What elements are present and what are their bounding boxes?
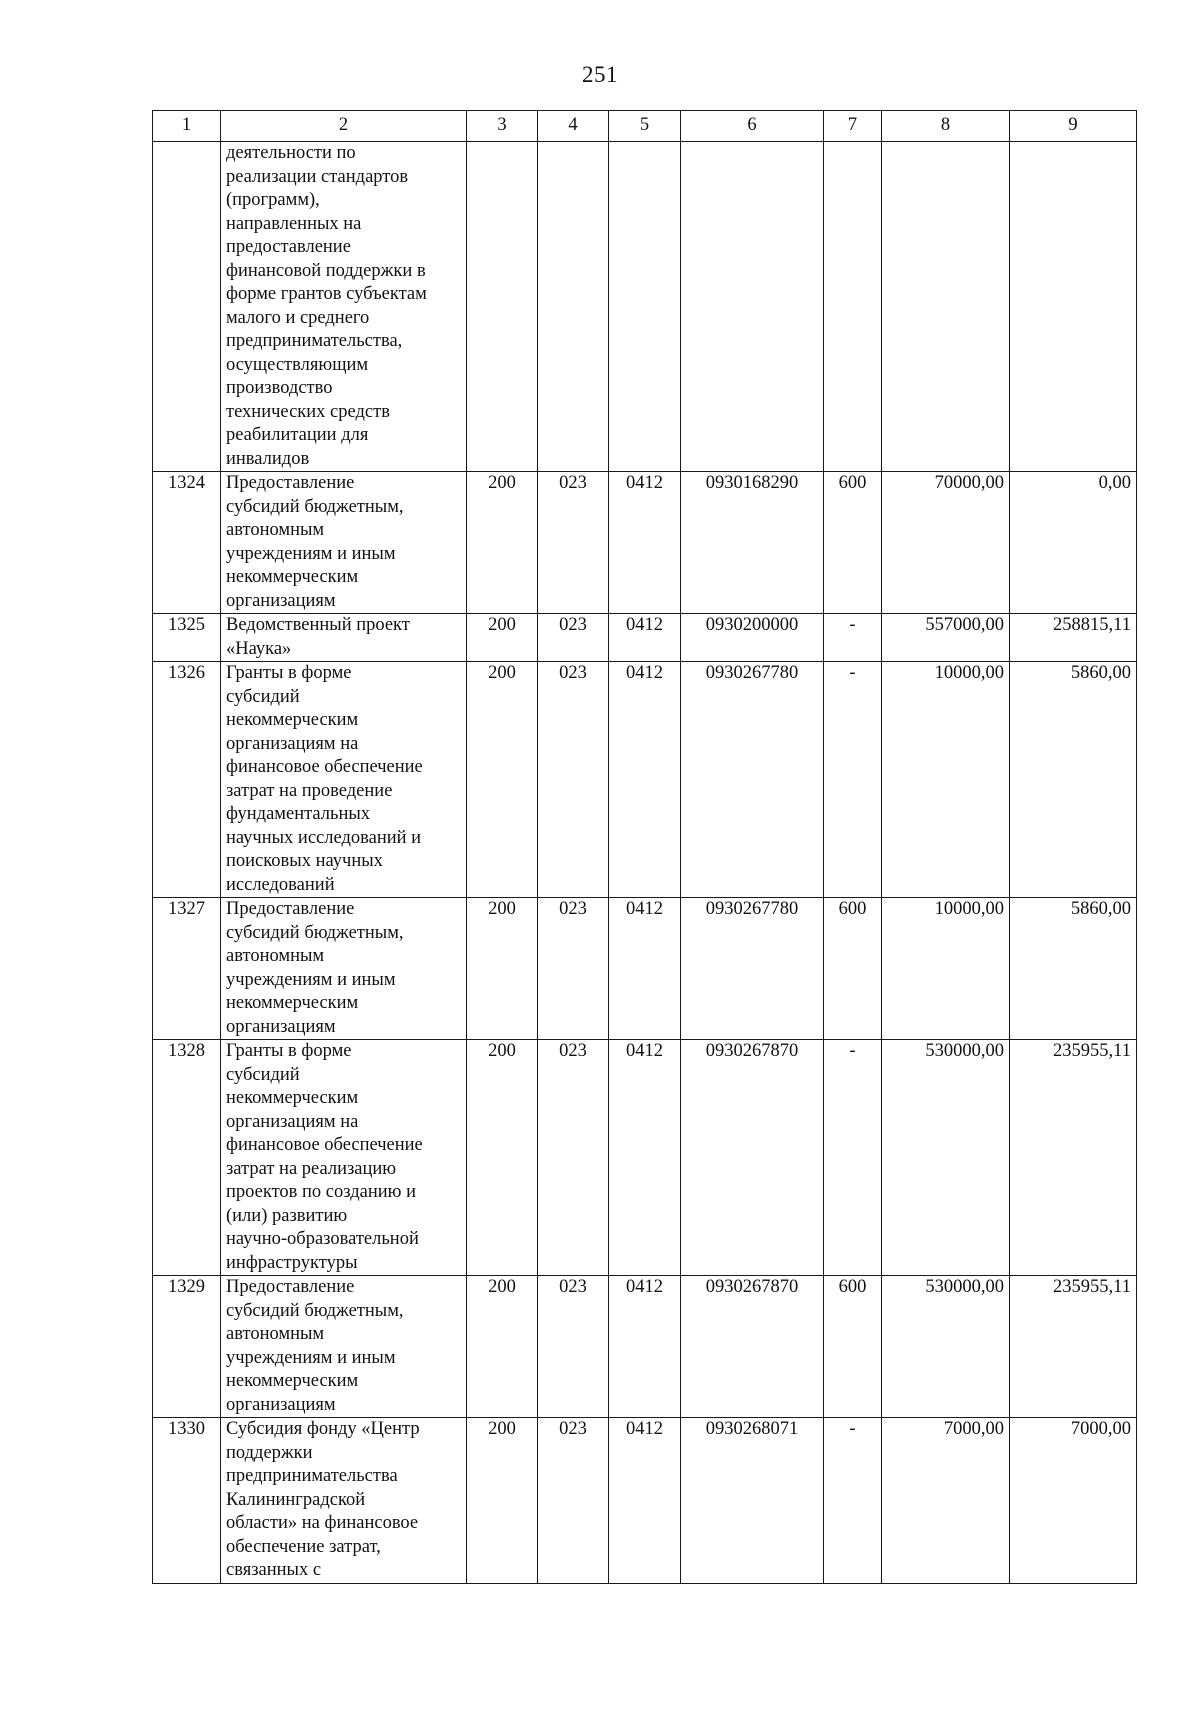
cell-col5: 0412	[609, 662, 681, 898]
name-text-line: организациям	[226, 590, 336, 611]
name-text-line: осуществляющим	[226, 354, 369, 375]
name-text-line: Калининградской	[226, 1489, 366, 1510]
name-text-line: организациям на	[226, 733, 359, 754]
name-text-line: некоммерческим	[226, 1371, 359, 1391]
cell-col5	[609, 142, 681, 472]
cell-name	[221, 472, 467, 614]
name-text-line: учреждениям и иным	[226, 969, 396, 990]
name-text-line: форме грантов субъектам	[226, 284, 427, 304]
cell-col4: 023	[538, 1040, 609, 1276]
table-row	[153, 472, 1137, 614]
name-text-line: связанных с	[226, 1560, 322, 1580]
cell-expense-type: -	[824, 1040, 882, 1276]
cell-expense-type	[824, 142, 882, 472]
name-text-line: предпринимательства,	[226, 331, 403, 351]
table-row	[153, 662, 1137, 898]
page-number: 251	[582, 62, 618, 87]
cell-col5: 0412	[609, 472, 681, 614]
table-row	[153, 142, 1137, 472]
name-text-line: области» на финансовое	[226, 1513, 419, 1533]
column-header: 4	[538, 111, 609, 142]
name-text-line: проектов по созданию и	[226, 1182, 417, 1202]
name-text-line: Гранты в форме	[226, 1041, 352, 1061]
cell-target-article: 0930200000	[681, 614, 824, 662]
column-header: 7	[824, 111, 882, 142]
cell-col4: 023	[538, 614, 609, 662]
cell-col3: 200	[467, 472, 538, 614]
name-text-line: научных исследований и	[226, 827, 422, 848]
cell-name	[221, 898, 467, 1040]
cell-col9-amount	[1010, 142, 1137, 472]
name-text-line: малого и среднего	[226, 307, 370, 328]
cell-col3: 200	[467, 1276, 538, 1418]
cell-col5: 0412	[609, 1418, 681, 1584]
name-text-line: субсидий	[226, 1064, 300, 1085]
name-text-line: предоставление	[226, 237, 351, 257]
cell-col8-amount: 530000,00	[882, 1040, 1010, 1276]
name-text-line: субсидий	[226, 686, 300, 707]
cell-col5: 0412	[609, 1276, 681, 1418]
table-body	[153, 142, 1137, 1584]
name-text-line: технических средств	[226, 401, 390, 422]
cell-row-number: 1326	[153, 662, 221, 898]
cell-col9-amount: 7000,00	[1010, 1418, 1137, 1584]
cell-col4: 023	[538, 898, 609, 1040]
budget-table	[152, 110, 1137, 1584]
cell-target-article: 0930267870	[681, 1276, 824, 1418]
name-text-line: организациям	[226, 1016, 336, 1037]
column-header: 3	[467, 111, 538, 142]
name-text-line: научно-образовательной	[226, 1229, 419, 1249]
column-header: 6	[681, 111, 824, 142]
name-text-line: (программ),	[226, 190, 320, 210]
name-text-line: обеспечение затрат,	[226, 1536, 381, 1557]
name-text-line: затрат на проведение	[226, 780, 393, 801]
cell-target-article: 0930267870	[681, 1040, 824, 1276]
cell-col4: 023	[538, 1418, 609, 1584]
name-text-line: учреждениям и иным	[226, 1347, 396, 1368]
name-text-line: Гранты в форме	[226, 663, 352, 683]
cell-col9-amount: 258815,11	[1010, 614, 1137, 662]
cell-row-number: 1329	[153, 1276, 221, 1418]
name-text-line: субсидий бюджетным,	[226, 1300, 404, 1321]
cell-row-number: 1325	[153, 614, 221, 662]
cell-col9-amount: 5860,00	[1010, 898, 1137, 1040]
name-text-line: исследований	[226, 874, 335, 895]
name-text-line: реабилитации для	[226, 425, 369, 445]
cell-expense-type: 600	[824, 472, 882, 614]
cell-name	[221, 1276, 467, 1418]
cell-target-article: 0930267780	[681, 898, 824, 1040]
cell-expense-type: -	[824, 1418, 882, 1584]
cell-expense-type: 600	[824, 1276, 882, 1418]
cell-col8-amount: 530000,00	[882, 1276, 1010, 1418]
table-row	[153, 1276, 1137, 1418]
name-text-line: некоммерческим	[226, 993, 359, 1013]
name-text-line: финансовой поддержки в	[226, 260, 426, 281]
cell-col8-amount: 10000,00	[882, 898, 1010, 1040]
column-header: 8	[882, 111, 1010, 142]
cell-name	[221, 662, 467, 898]
name-text-line: инвалидов	[226, 448, 310, 469]
name-text-line: субсидий бюджетным,	[226, 922, 404, 943]
cell-expense-type: -	[824, 662, 882, 898]
cell-col3: 200	[467, 662, 538, 898]
cell-col3: 200	[467, 1418, 538, 1584]
cell-col4	[538, 142, 609, 472]
cell-col9-amount: 0,00	[1010, 472, 1137, 614]
name-text-line: направленных на	[226, 213, 362, 234]
cell-col8-amount: 10000,00	[882, 662, 1010, 898]
cell-col8-amount: 557000,00	[882, 614, 1010, 662]
name-text-line: некоммерческим	[226, 710, 359, 730]
cell-col5: 0412	[609, 898, 681, 1040]
cell-target-article: 0930268071	[681, 1418, 824, 1584]
cell-row-number: 1330	[153, 1418, 221, 1584]
name-text-line: реализации стандартов	[226, 166, 409, 187]
name-text-line: Предоставление	[226, 899, 355, 919]
cell-col5: 0412	[609, 1040, 681, 1276]
cell-col9-amount: 235955,11	[1010, 1040, 1137, 1276]
cell-row-number: 1328	[153, 1040, 221, 1276]
cell-row-number	[153, 142, 221, 472]
name-text-line: предпринимательства	[226, 1466, 398, 1486]
cell-col5: 0412	[609, 614, 681, 662]
name-text-line: автономным	[226, 946, 325, 966]
name-text-line: фундаментальных	[226, 804, 371, 824]
cell-col8-amount	[882, 142, 1010, 472]
name-text-line: поддержки	[226, 1442, 313, 1463]
cell-target-article: 0930267780	[681, 662, 824, 898]
cell-col3	[467, 142, 538, 472]
cell-col8-amount: 7000,00	[882, 1418, 1010, 1584]
name-text-line: (или) развитию	[226, 1205, 348, 1226]
table-row	[153, 1040, 1137, 1276]
name-text-line: финансовое обеспечение	[226, 1135, 423, 1155]
name-text-line: финансовое обеспечение	[226, 757, 423, 777]
name-text-line: учреждениям и иным	[226, 543, 396, 564]
column-header: 2	[221, 111, 467, 142]
cell-col9-amount: 5860,00	[1010, 662, 1137, 898]
cell-expense-type: -	[824, 614, 882, 662]
column-header: 1	[153, 111, 221, 142]
name-text-line: инфраструктуры	[226, 1252, 358, 1273]
name-text-line: Субсидия фонду «Центр	[226, 1419, 420, 1439]
name-text-line: организациям	[226, 1394, 336, 1415]
cell-target-article	[681, 142, 824, 472]
cell-col3: 200	[467, 614, 538, 662]
name-text-line: организациям на	[226, 1111, 359, 1132]
name-text-line: автономным	[226, 520, 325, 540]
cell-col4: 023	[538, 1276, 609, 1418]
table-row	[153, 614, 1137, 662]
cell-row-number: 1324	[153, 472, 221, 614]
name-text-line: некоммерческим	[226, 1088, 359, 1108]
cell-name	[221, 614, 467, 662]
cell-col9-amount: 235955,11	[1010, 1276, 1137, 1418]
name-text-line: Ведомственный проект	[226, 615, 410, 635]
name-text-line: производство	[226, 378, 333, 398]
cell-col4: 023	[538, 472, 609, 614]
name-text-line: «Наука»	[226, 638, 292, 659]
cell-col4: 023	[538, 662, 609, 898]
table-header-row	[153, 111, 1137, 142]
cell-col3: 200	[467, 1040, 538, 1276]
table-row	[153, 1418, 1137, 1584]
name-text-line: некоммерческим	[226, 567, 359, 587]
name-text-line: деятельности по	[226, 143, 356, 163]
column-header: 5	[609, 111, 681, 142]
cell-col8-amount: 70000,00	[882, 472, 1010, 614]
name-text-line: субсидий бюджетным,	[226, 496, 404, 517]
table-row	[153, 898, 1137, 1040]
cell-expense-type: 600	[824, 898, 882, 1040]
cell-name	[221, 1040, 467, 1276]
name-text-line: поисковых научных	[226, 851, 383, 871]
cell-name	[221, 142, 467, 472]
cell-name	[221, 1418, 467, 1584]
cell-target-article: 0930168290	[681, 472, 824, 614]
name-text-line: автономным	[226, 1324, 325, 1344]
column-header: 9	[1010, 111, 1137, 142]
cell-row-number: 1327	[153, 898, 221, 1040]
name-text-line: Предоставление	[226, 1277, 355, 1297]
cell-col3: 200	[467, 898, 538, 1040]
name-text-line: затрат на реализацию	[226, 1158, 397, 1179]
name-text-line: Предоставление	[226, 473, 355, 493]
